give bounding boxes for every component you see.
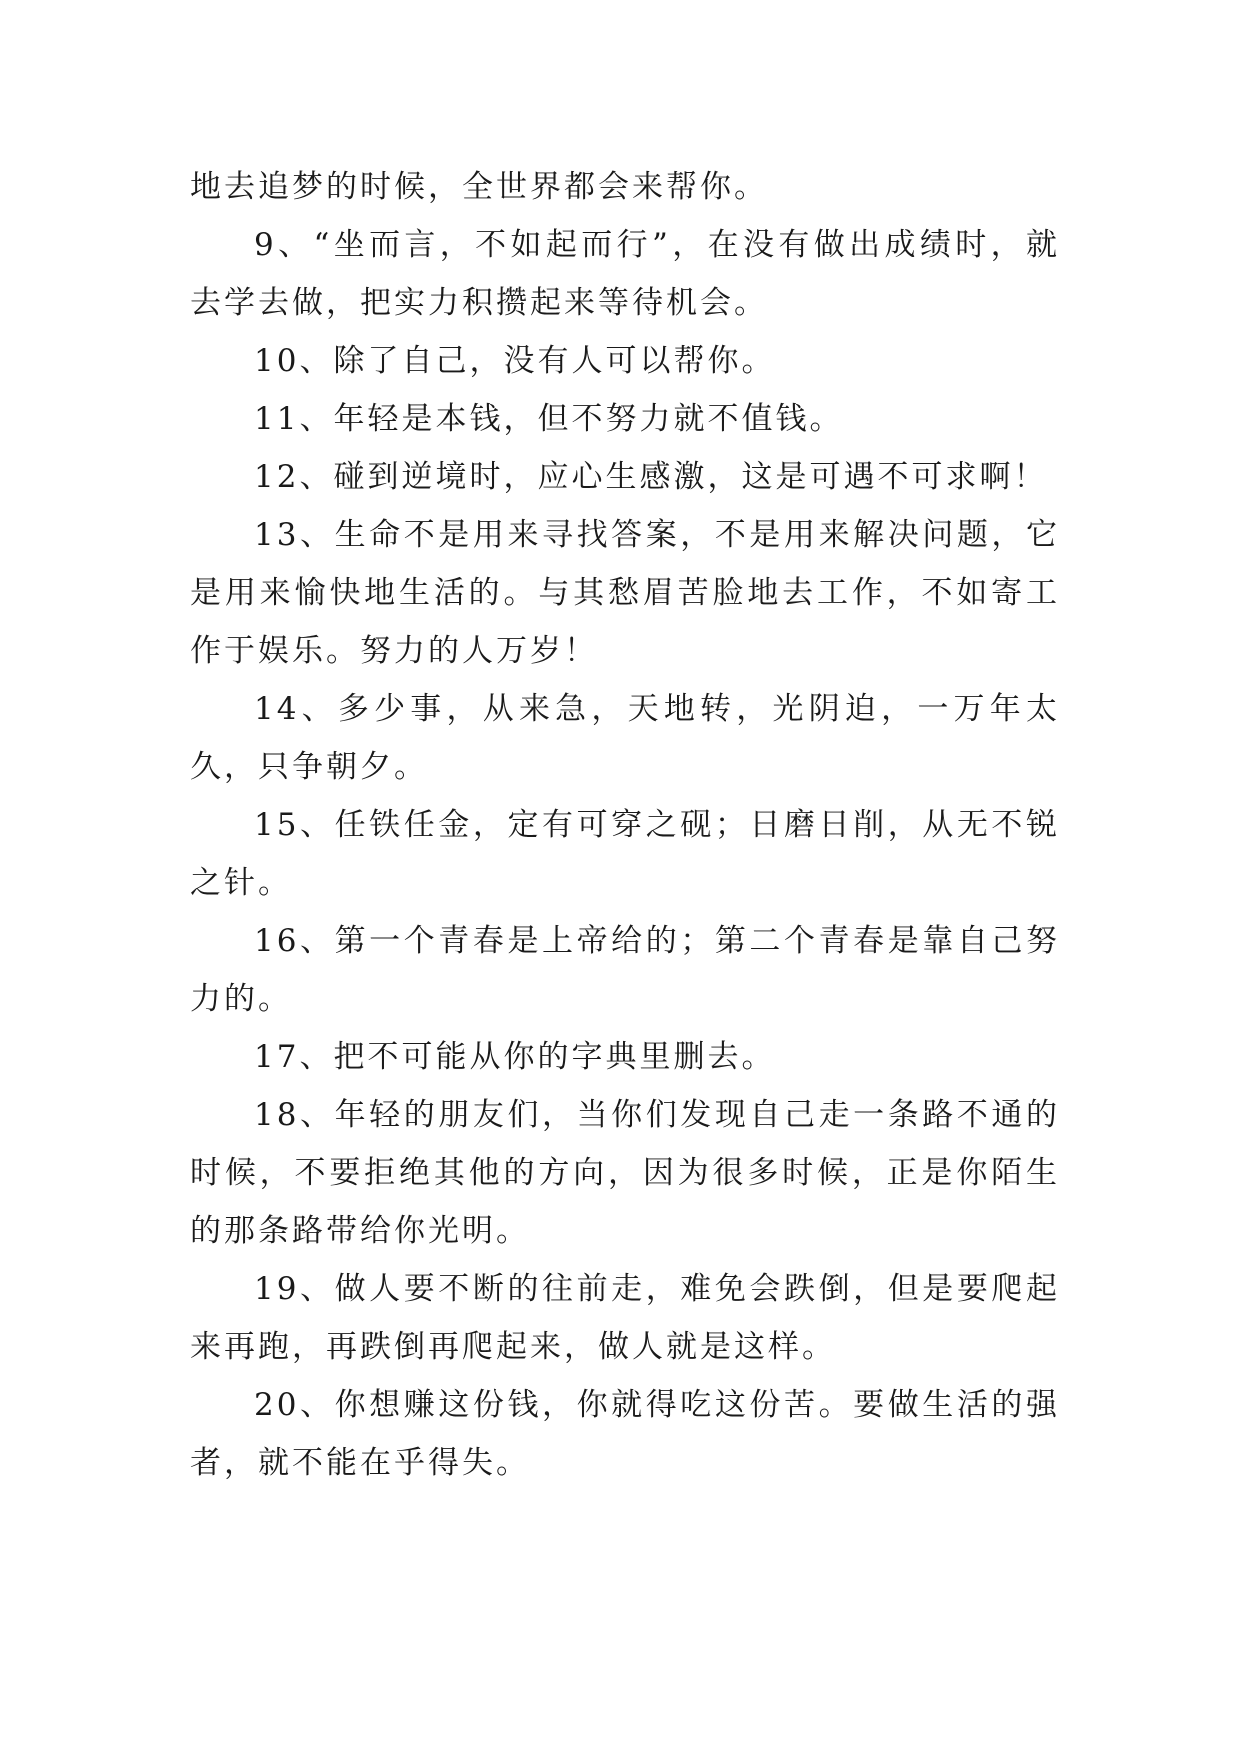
paragraph-item-16: 16、第一个青春是上帝给的；第二个青春是靠自己努力的。: [190, 923, 1060, 1017]
paragraph-item-17: 17、把不可能从你的字典里删去。: [254, 1039, 776, 1075]
paragraph-item-9: 9、“坐而言，不如起而行”，在没有做出成绩时，就去学去做，把实力积攒起来等待机会。: [190, 227, 1060, 321]
paragraph-item-10: 10、除了自己，没有人可以帮你。: [254, 343, 776, 379]
paragraph-item-18: 18、年轻的朋友们，当你们发现自己走一条路不通的时候，不要拒绝其他的方向，因为很多时候，正是你陌生的那条路带给你光明。: [190, 1097, 1060, 1249]
paragraph-item-12: 12、碰到逆境时，应心生感激，这是可遇不可求啊！: [254, 459, 1048, 495]
paragraph-item-15: 15、任铁任金，定有可穿之砚；日磨日削，从无不锐之针。: [190, 807, 1060, 901]
paragraph-item-13: 13、生命不是用来寻找答案，不是用来解决问题，它是用来愉快地生活的。与其愁眉苦脸地去工作，不如寄工作于娱乐。努力的人万岁！: [190, 517, 1060, 669]
paragraph-continuation: 地去追梦的时候，全世界都会来帮你。: [190, 169, 768, 205]
paragraph-item-14: 14、多少事，从来急，天地转，光阴迫，一万年太久，只争朝夕。: [190, 691, 1060, 785]
paragraph-item-20: 20、你想赚这份钱，你就得吃这份苦。要做生活的强者，就不能在乎得失。: [190, 1387, 1060, 1481]
document-body: [190, 158, 1060, 1492]
paragraph-item-19: 19、做人要不断的往前走，难免会跌倒，但是要爬起来再跑，再跌倒再爬起来，做人就是这样。: [190, 1271, 1060, 1365]
paragraph-item-11: 11、年轻是本钱，但不努力就不值钱。: [254, 401, 844, 437]
